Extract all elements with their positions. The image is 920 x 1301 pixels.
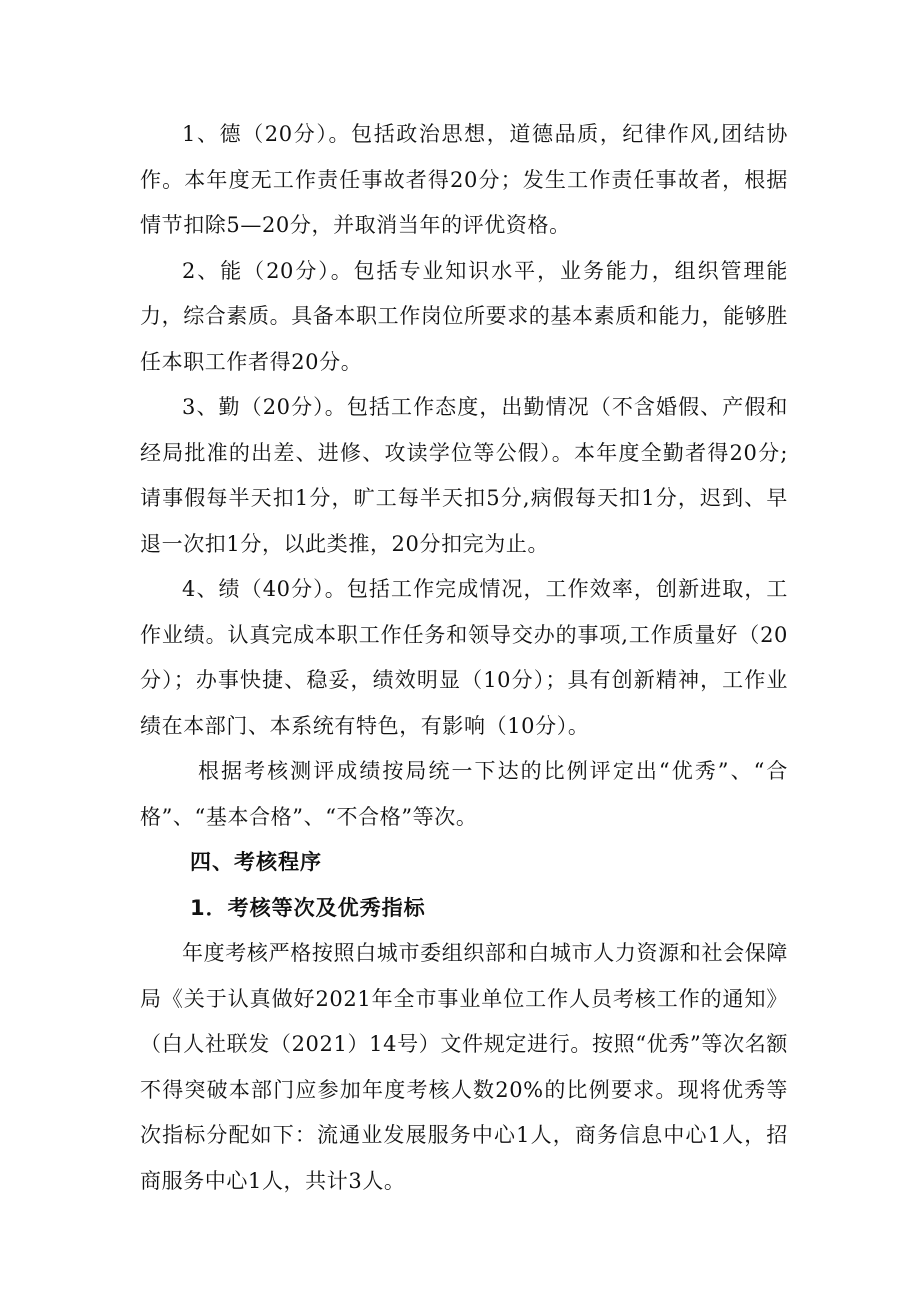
document-page <box>140 112 788 1204</box>
paragraph-de: 1、德（20分）。包括政治思想，道德品质，纪律作风,团结协作。本年度无工作责任事故者得20分；发生工作责任事故者，根据情节扣除5—20分，并取消当年的评优资格。 <box>140 122 788 237</box>
paragraph-neng: 2、能（20分）。包括专业知识水平，业务能力，组织管理能力，综合素质。具备本职工作岗位所要求的基本素质和能力，能够胜任本职工作者得20分。 <box>140 258 788 374</box>
section-body: 年度考核严格按照白城市委组织部和白城市人力资源和社会保障局《关于认真做好2021年全市事业单位工作人员考核工作的通知》（白人社联发（2021）14号）文件规定进行。按照“优秀”等次名额不得突破本部门应参加年度考核人数20%的比例要求。现将优秀等次指标分配如下：流通业发展服务中心1人，商务信息中心1人，招商服务中心1人，共计3人。 <box>140 941 788 1193</box>
paragraph-ji: 4、绩（40分）。包括工作完成情况，工作效率，创新进取，工作业绩。认真完成本职工作任务和领导交办的事项,工作质量好（20分）；办事快捷、稳妥，绩效明显（10分）；具有创新精神，工作业绩在本部门、本系统有特色，有影响（10分）。 <box>140 577 788 738</box>
section-subtitle: 1．考核等次及优秀指标 <box>190 895 426 920</box>
paragraph-conclusion: 根据考核测评成绩按局统一下达的比例评定出“优秀”、“合格”、“基本合格”、“不合格”等次。 <box>140 759 788 829</box>
paragraph-qin: 3、勤（20分）。包括工作态度，出勤情况（不含婚假、产假和经局批准的出差、进修、攻读学位等公假）。本年度全勤者得20分;请事假每半天扣1分，旷工每半天扣5分,病假每天扣1分，迟到、早退一次扣1分，以此类推，20分扣完为止。 <box>140 395 788 556</box>
section-title: 四、考核程序 <box>190 850 322 874</box>
